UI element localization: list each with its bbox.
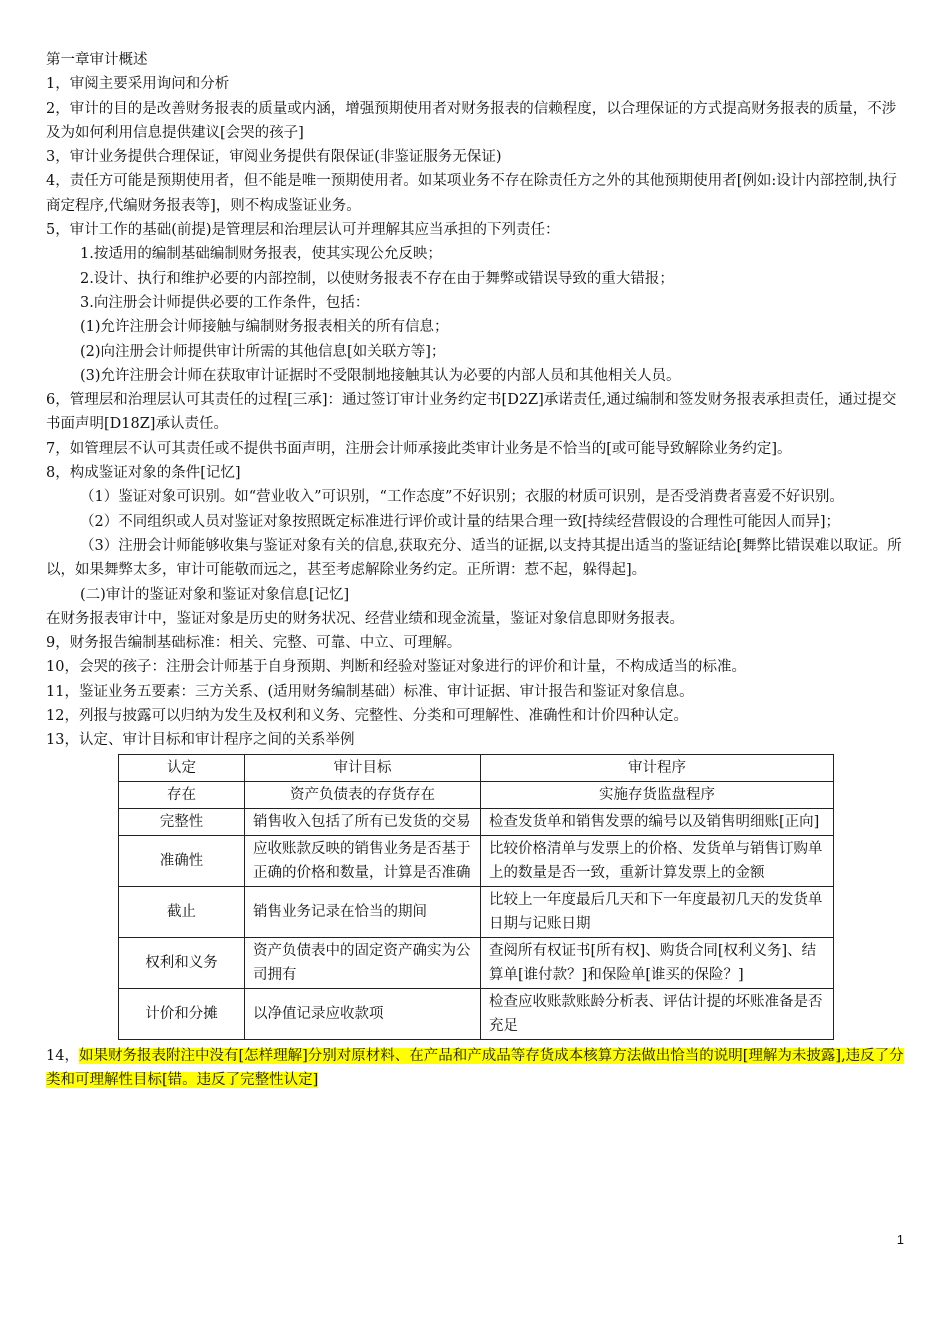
highlighted-text: 如果财务报表附注中没有[怎样理解]分别对原材料、在产品和产成品等存货成本核算方法做出恰当的说明[理解为未披露],违反了分类和可理解性目标[错。违反了完整性认定] [46, 1047, 904, 1088]
table-cell: 以净值记录应收款项 [245, 988, 481, 1039]
assertion-table [118, 754, 834, 1040]
paragraph-5-sub-b: (2)向注册会计师提供审计所需的其他信息[如关联方等]； [80, 343, 446, 360]
paragraph-5-item-1: 1.按适用的编制基础编制财务报表，使其实现公允反映； [80, 246, 442, 263]
paragraph-5-item-3: 3.向注册会计师提供必要的工作条件，包括： [80, 294, 370, 311]
paragraph-3: 3，审计业务提供合理保证，审阅业务提供有限保证(非鉴证服务无保证) [46, 149, 502, 166]
paragraph-8-cond-1: （1）鉴证对象可识别。如“营业收入”可识别，“工作态度”不好识别；衣服的材质可识别，是否受消费者喜爱不好识别。 [80, 489, 844, 506]
table-cell: 比较价格清单与发票上的价格、发货单与销售订购单上的数量是否一致，重新计算发票上的金额 [481, 835, 834, 886]
table-row [119, 808, 834, 835]
document-page [46, 48, 908, 1092]
table-cell: 资产负债表中的固定资产确实为公司拥有 [245, 937, 481, 988]
paragraph-12: 12，列报与披露可以归纳为发生及权利和义务、完整性、分类和可理解性、准确性和计价四种认定。 [46, 708, 688, 725]
paragraph-9: 9，财务报告编制基础标准：相关、完整、可靠、中立、可理解。 [46, 635, 462, 652]
table-cell: 计价和分摊 [119, 988, 245, 1039]
table-header-cell: 审计目标 [245, 754, 481, 781]
table-row [119, 781, 834, 808]
table-cell: 截止 [119, 886, 245, 937]
paragraph-14 [46, 1044, 908, 1093]
table-cell: 权利和义务 [119, 937, 245, 988]
paragraph-1: 1，审阅主要采用询问和分析 [46, 76, 230, 93]
paragraph-8-cond-2: （2）不同组织或人员对鉴证对象按照既定标准进行评价或计量的结果合理一致[持续经营假设的合理性可能因人而异]； [80, 513, 841, 530]
paragraph-13: 13，认定、审计目标和审计程序之间的关系举例 [46, 732, 355, 749]
table-cell: 查阅所有权证书[所有权]、购货合同[权利义务]、结算单[谁付款？]和保险单[谁买的保险？] [481, 937, 834, 988]
paragraph-6: 6，管理层和治理层认可其责任的过程[三承]：通过签订审计业务约定书[D2Z]承诺责任,通过编制和签发财务报表承担责任，通过提交书面声明[D18Z]承认责任。 [46, 392, 897, 433]
table-row [119, 937, 834, 988]
table-cell: 存在 [119, 781, 245, 808]
paragraph-8-subheading: (二)审计的鉴证对象和鉴证对象信息[记忆] [80, 586, 350, 603]
table-cell: 实施存货监盘程序 [481, 781, 834, 808]
paragraph-7: 7，如管理层不认可其责任或不提供书面声明，注册会计师承接此类审计业务是不恰当的[或可能导致解除业务约定]。 [46, 440, 792, 457]
paragraph-5-sub-a: (1)允许注册会计师接触与编制财务报表相关的所有信息； [80, 319, 449, 336]
table-header-row [119, 754, 834, 781]
paragraph-8-body: 在财务报表审计中，鉴证对象是历史的财务状况、经营业绩和现金流量，鉴证对象信息即财务报表。 [46, 610, 684, 627]
paragraph-2: 2，审计的目的是改善财务报表的质量或内涵，增强预期使用者对财务报表的信赖程度，以合理保证的方式提高财务报表的质量，不涉及为如何利用信息提供建议[会哭的孩子] [46, 100, 897, 141]
table-cell: 比较上一年度最后几天和下一年度最初几天的发货单日期与记账日期 [481, 886, 834, 937]
table-row [119, 886, 834, 937]
paragraph-14-number: 14， [46, 1047, 79, 1064]
table-cell: 检查应收账款账龄分析表、评估计提的坏账准备是否充足 [481, 988, 834, 1039]
paragraph-5-sub-c: (3)允许注册会计师在获取审计证据时不受限制地接触其认为必要的内部人员和其他相关人员。 [80, 367, 681, 384]
table-cell: 销售业务记录在恰当的期间 [245, 886, 481, 937]
table-cell: 销售收入包括了所有已发货的交易 [245, 808, 481, 835]
paragraph-5-item-2: 2.设计、执行和维护必要的内部控制，以使财务报表不存在由于舞弊或错误导致的重大错报； [80, 270, 674, 287]
paragraph-11: 11，鉴证业务五要素：三方关系、(适用财务编制基础）标准、审计证据、审计报告和鉴证对象信息。 [46, 683, 694, 700]
page-number: 1 [896, 1232, 904, 1247]
paragraph-8-cond-3: （3）注册会计师能够收集与鉴证对象有关的信息,获取充分、适当的证据,以支持其提出适当的鉴证结论[舞弊比错误难以取证。所以，如果舞弊太多，审计可能敬而远之，甚至考虑解除业务约定。正所谓：惹不起，躲得起]。 [46, 537, 902, 579]
paragraph-10: 10，会哭的孩子：注册会计师基于自身预期、判断和经验对鉴证对象进行的评价和计量，不构成适当的标准。 [46, 659, 746, 676]
table-cell: 准确性 [119, 835, 245, 886]
chapter-title: 第一章审计概述 [46, 52, 148, 68]
table-header-cell: 认定 [119, 754, 245, 781]
table-header-cell: 审计程序 [481, 754, 834, 781]
table-cell: 检查发货单和销售发票的编号以及销售明细账[正向] [481, 808, 834, 835]
table-row [119, 835, 834, 886]
paragraph-8: 8，构成鉴证对象的条件[记忆] [46, 465, 241, 482]
table-cell: 应收账款反映的销售业务是否基于正确的价格和数量，计算是否准确 [245, 835, 481, 886]
table-cell: 资产负债表的存货存在 [245, 781, 481, 808]
paragraph-5: 5，审计工作的基础(前提)是管理层和治理层认可并理解其应当承担的下列责任： [46, 222, 560, 239]
table-cell: 完整性 [119, 808, 245, 835]
table-row [119, 988, 834, 1039]
paragraph-4: 4，责任方可能是预期使用者，但不能是唯一预期使用者。如某项业务不存在除责任方之外的其他预期使用者[例如:设计内部控制,执行商定程序,代编财务报表等]，则不构成鉴证业务。 [46, 173, 897, 214]
